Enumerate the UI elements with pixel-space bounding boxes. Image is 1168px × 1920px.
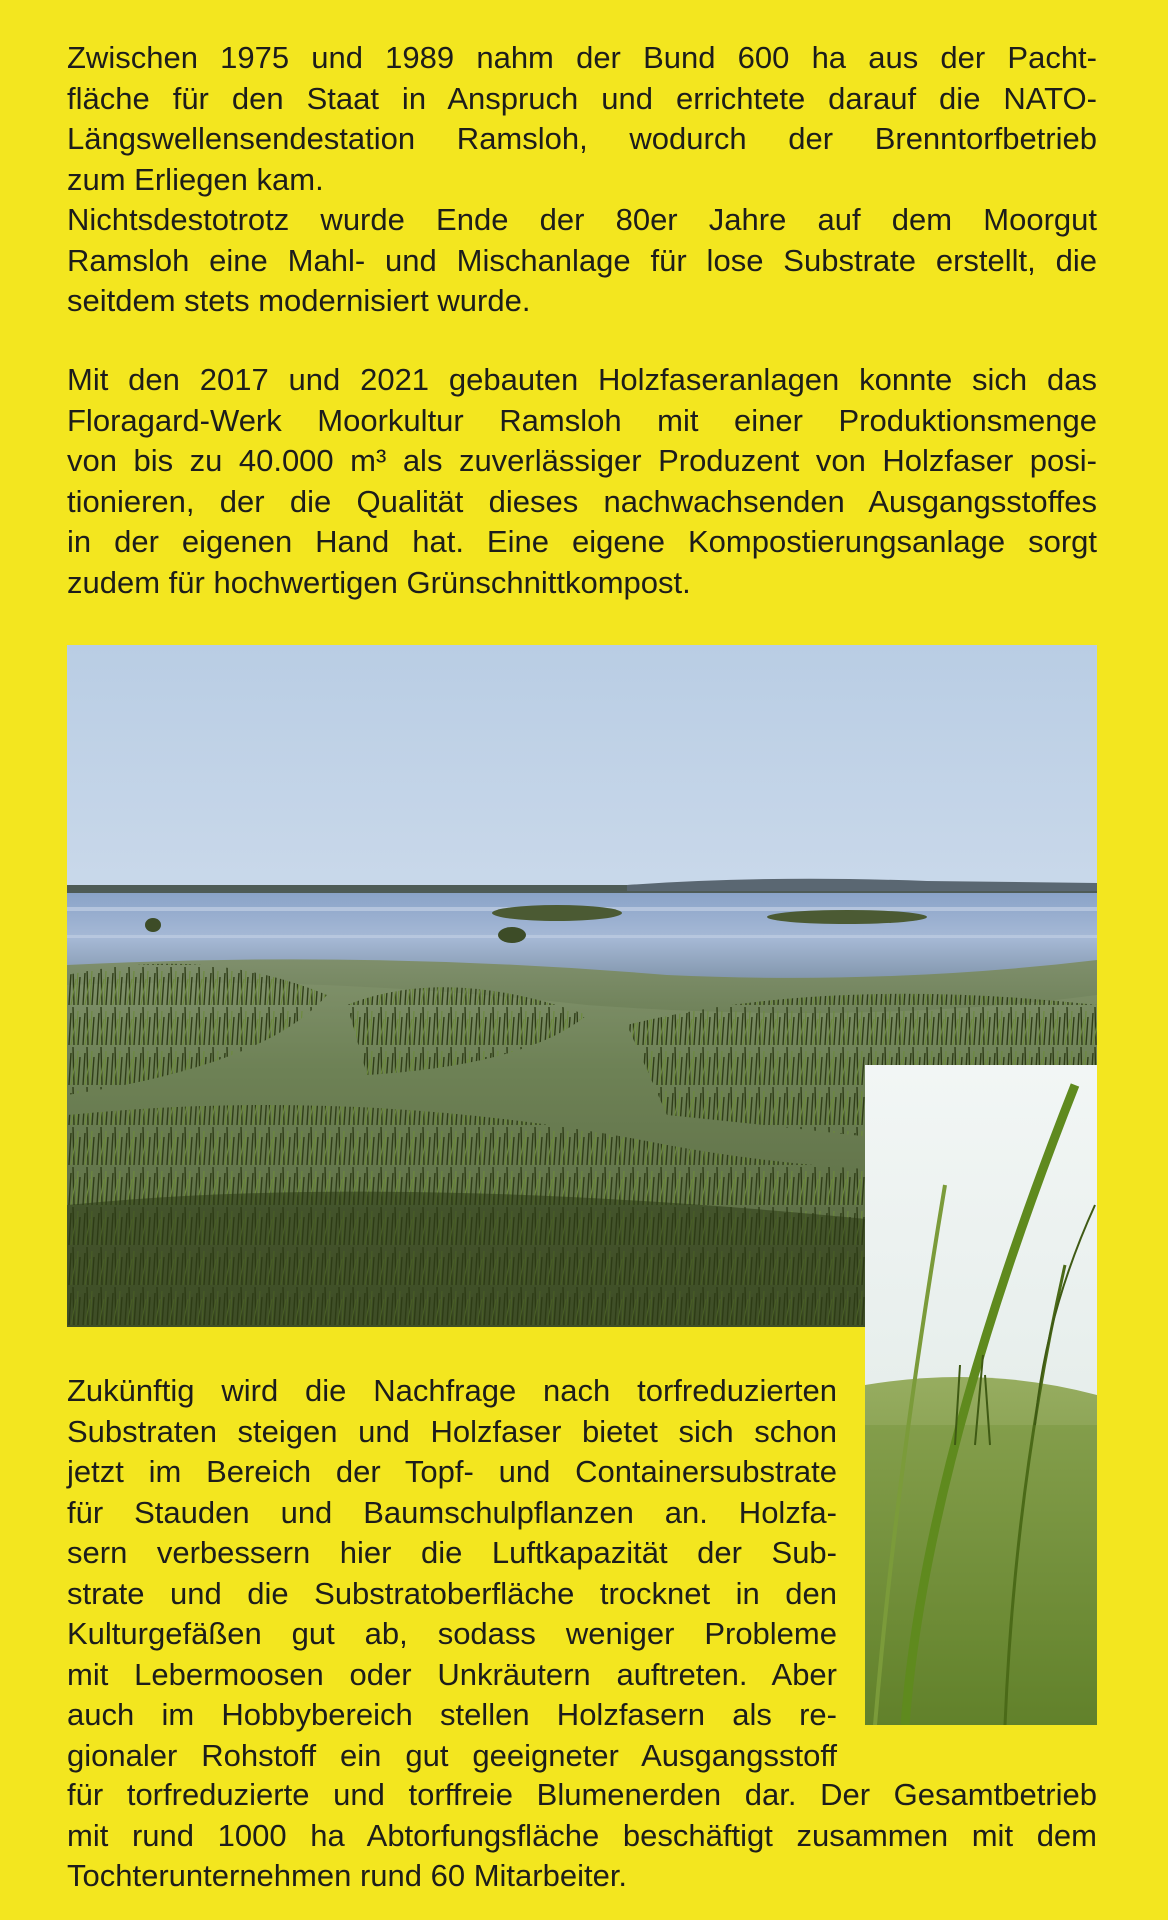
text-line: auch im Hobbybereich stellen Holzfasern als re- (67, 1697, 837, 1732)
text-line: Nichtsdestotrotz wurde Ende der 80er Jahre auf dem Moorgut (67, 202, 1097, 237)
text-line: mit Lebermoosen oder Unkräutern auftreten. Aber (67, 1656, 837, 1692)
text-line: mit rund 1000 ha Abtorfungsfläche beschäftigt zusammen mit dem (67, 1817, 1097, 1853)
text-line: jetzt im Bereich der Topf- und Containersubstrate (67, 1454, 837, 1489)
text-line: Kulturgefäßen gut ab, sodass weniger Probleme (67, 1616, 837, 1651)
text-line: zudem für hochwertigen Grünschnittkompost. (67, 564, 691, 600)
text-line: fläche für den Staat in Anspruch und errichtete darauf die NATO- (67, 80, 1097, 116)
text-line: seitdem stets modernisiert wurde. (67, 283, 531, 318)
paragraph-future (67, 1371, 837, 1776)
text-line: für torfreduzierte und torffreie Blumenerden dar. Der Gesamtbetrieb (67, 1777, 1097, 1812)
text-line: Substraten steigen und Holzfaser bietet sich schon (67, 1413, 837, 1449)
text-line: sern verbessern hier die Luftkapazität der Sub- (67, 1535, 837, 1570)
text-line: in der eigenen Hand hat. Eine eigene Kompostierungsanlage sorgt (67, 524, 1097, 559)
paragraph-history (67, 38, 1097, 322)
text-line: Mit den 2017 und 2021 gebauten Holzfaseranlagen konnte sich das (67, 362, 1097, 397)
text-line: für Stauden und Baumschulpflanzen an. Holzfa- (67, 1494, 837, 1530)
text-line: Längswellensendestation Ramsloh, wodurch der Brenntorfbetrieb (67, 121, 1097, 156)
text-line: Ramsloh eine Mahl- und Mischanlage für lose Substrate erstellt, die (67, 242, 1097, 278)
grass-closeup-photo (865, 1065, 1097, 1725)
text-line: strate und die Substratoberfläche trocknet in den (67, 1575, 837, 1611)
text-line: zum Erliegen kam. (67, 161, 324, 197)
text-line: von bis zu 40.000 m³ als zuverlässiger Produzent von Holzfaser posi- (67, 443, 1097, 478)
text-line: gionaler Rohstoff ein gut geeigneter Ausgangsstoff (67, 1737, 837, 1773)
text-line: Tochterunternehmen rund 60 Mitarbeiter. (67, 1858, 628, 1893)
text-line: Floragard-Werk Moorkultur Ramsloh mit einer Produktionsmenge (67, 402, 1097, 438)
text-line: Zukünftig wird die Nachfrage nach torfreduzierten (67, 1373, 837, 1408)
paragraph-wood-fiber (67, 360, 1097, 603)
text-line: tionieren, der die Qualität dieses nachwachsenden Ausgangsstoffes (67, 483, 1097, 519)
text-line: Zwischen 1975 und 1989 nahm der Bund 600 ha aus der Pacht- (67, 40, 1097, 75)
paragraph-future-continued (67, 1775, 1097, 1897)
